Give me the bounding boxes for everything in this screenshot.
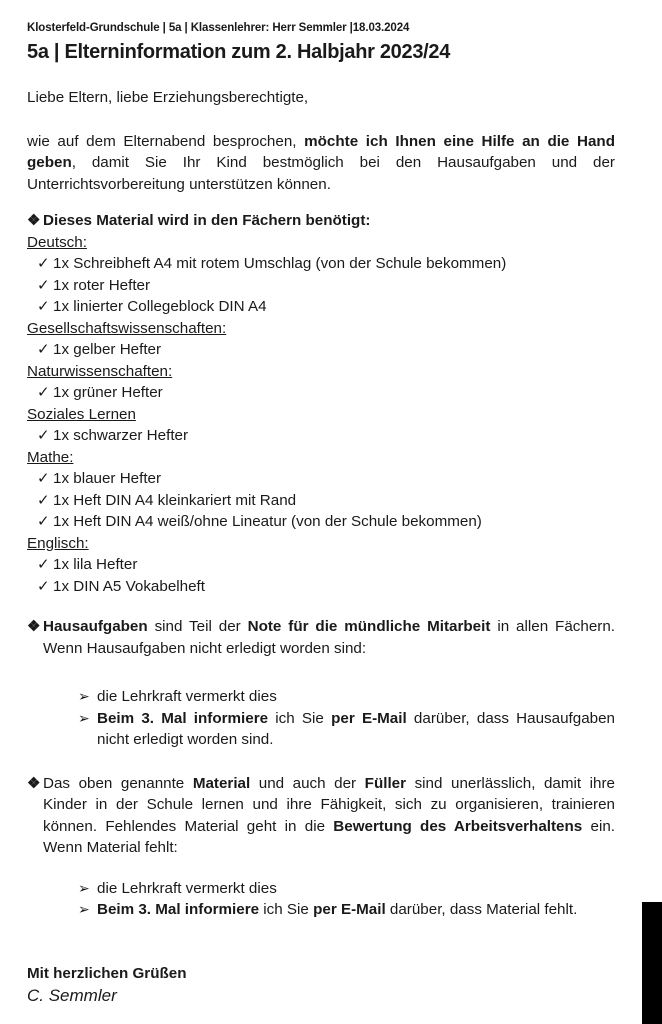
- checkmark-icon: ✓: [37, 470, 50, 487]
- subject-heading-gesellschaftswissenschaften: Gesellschaftswissenschaften:: [27, 319, 227, 337]
- checkmark-icon: ✓: [37, 577, 50, 595]
- sub-point-text: Beim 3. Mal informiere ich Sie per E-Mail darüber, dass Material fehlt.: [97, 901, 578, 918]
- sub-point-text: die Lehrkraft vermerkt dies: [97, 688, 277, 705]
- closing-farewell: Mit herzlichen Grüßen: [27, 964, 187, 982]
- arrow-bullet-icon: ➢: [78, 879, 90, 896]
- material-item-text: 1x DIN A5 Vokabelheft: [53, 577, 205, 595]
- signature: C. Semmler: [27, 986, 117, 1005]
- sub-point: [27, 878, 615, 900]
- material-item-text: 1x gelber Hefter: [53, 341, 162, 358]
- material-item-text: 1x Heft DIN A4 kleinkariert mit Rand: [53, 491, 297, 509]
- material-item-text: 1x Schreibheft A4 mit rotem Umschlag (von der Schule bekommen): [53, 255, 507, 272]
- subject-heading-soziales-lernen: Soziales Lernen: [27, 405, 136, 423]
- arrow-bullet-icon: ➢: [78, 688, 90, 704]
- sub-point-text: die Lehrkraft vermerkt dies: [97, 879, 277, 897]
- diamond-bullet-icon: ❖: [27, 618, 41, 635]
- diamond-bullet-icon: ❖: [27, 774, 41, 792]
- material-item: [27, 382, 615, 404]
- checkmark-icon: ✓: [37, 556, 50, 573]
- material-item-text: 1x grüner Hefter: [53, 384, 163, 401]
- subject-heading-englisch: Englisch:: [27, 534, 89, 552]
- diamond-bullet-icon: ❖: [27, 212, 41, 229]
- homework-points: [27, 686, 615, 751]
- material-importance-intro-text: Das oben genannte Material und auch der Füller sind unerlässlich, damit ihre Kinder in der Schule lernen und ihre Fähigkeit, sich zu organisieren, trainieren können. Fehlendes Material geht in die Bewertung des Arbeitsverhaltens ein. Wenn Material fehlt:: [43, 774, 615, 856]
- checkmark-icon: ✓: [37, 298, 50, 315]
- material-item: [27, 490, 615, 512]
- subject-heading-deutsch: Deutsch:: [27, 233, 87, 251]
- material-item-text: 1x roter Hefter: [53, 276, 151, 294]
- material-points: [27, 878, 615, 921]
- checkmark-icon: ✓: [37, 255, 50, 272]
- materials-section: [27, 210, 615, 597]
- page-title: 5a | Elterninformation zum 2. Halbjahr 2023/24: [27, 41, 451, 63]
- checkmark-icon: ✓: [37, 384, 50, 401]
- closing-block: [27, 963, 615, 1009]
- material-importance-section: [27, 773, 615, 859]
- intro-paragraph: wie auf dem Elternabend besprochen, möchte ich Ihnen eine Hilfe an die Hand geben, damit Sie Ihr Kind bestmöglich bei den Hausaufgaben und der Unterrichtsvorbereitung unterstützen können.: [27, 132, 615, 193]
- checkmark-icon: ✓: [37, 341, 50, 358]
- document-header-line: Klosterfeld-Grundschule | 5a | Klassenlehrer: Herr Semmler |18.03.2024: [27, 22, 410, 34]
- homework-section: [27, 616, 615, 659]
- material-item-text: 1x blauer Hefter: [53, 470, 162, 487]
- black-bar: [642, 902, 662, 1024]
- materials-heading-text: Dieses Material wird in den Fächern benötigt:: [43, 212, 371, 229]
- material-item: [27, 425, 615, 447]
- salutation: Liebe Eltern, liebe Erziehungsberechtigte,: [27, 89, 309, 106]
- material-item-text: 1x Heft DIN A4 weiß/ohne Lineatur (von der Schule bekommen): [53, 513, 482, 530]
- arrow-bullet-icon: ➢: [78, 709, 90, 726]
- material-item: [27, 253, 615, 275]
- material-item-text: 1x lila Hefter: [53, 556, 138, 573]
- checkmark-icon: ✓: [37, 491, 50, 509]
- material-item: [27, 296, 615, 318]
- arrow-bullet-icon: ➢: [78, 901, 90, 917]
- sub-point: [27, 708, 615, 751]
- checkmark-icon: ✓: [37, 276, 50, 294]
- material-item-text: 1x schwarzer Hefter: [53, 427, 189, 444]
- sub-point: [27, 899, 615, 921]
- material-item-text: 1x linierter Collegeblock DIN A4: [53, 298, 267, 315]
- homework-intro-text: Hausaufgaben sind Teil der Note für die mündliche Mitarbeit in allen Fächern. Wenn Hausaufgaben nicht erledigt worden sind:: [43, 618, 615, 657]
- subject-heading-mathe: Mathe:: [27, 448, 74, 466]
- subject-heading-naturwissenschaften: Naturwissenschaften:: [27, 362, 173, 380]
- sub-point: [27, 686, 615, 708]
- material-item: [27, 468, 615, 490]
- checkmark-icon: ✓: [37, 513, 50, 530]
- material-item: [27, 275, 615, 297]
- sub-point-text: Beim 3. Mal informiere ich Sie per E-Mail darüber, dass Hausaufgaben nicht erledigt worden sind.: [97, 709, 615, 748]
- material-item: [27, 576, 615, 598]
- checkmark-icon: ✓: [37, 427, 50, 444]
- material-item: [27, 511, 615, 533]
- materials-heading: [27, 210, 615, 232]
- material-item: [27, 339, 615, 361]
- material-item: [27, 554, 615, 576]
